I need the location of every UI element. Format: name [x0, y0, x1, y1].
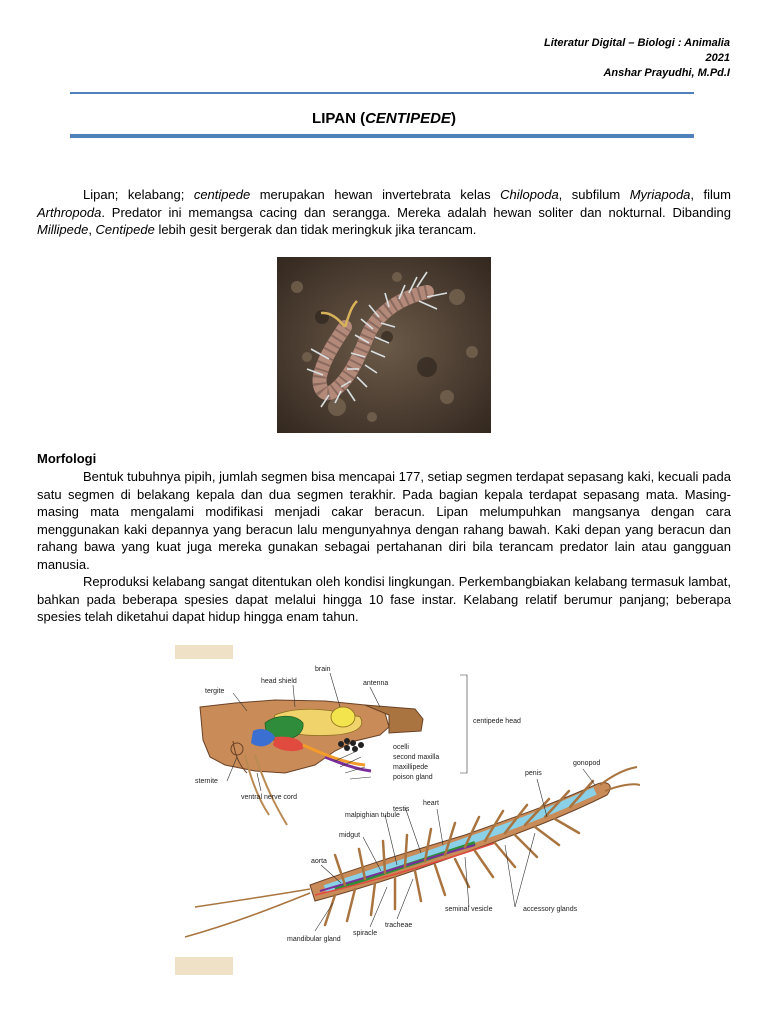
label-antenna: antenna: [363, 680, 389, 687]
label-sternite: sternite: [195, 778, 218, 785]
morfologi-paragraph-2: Reproduksi kelabang sangat ditentukan oleh kondisi lingkungan. Perkembangbiakan kelabang termasuk lambat, bahkan pada beberapa spesies dapat melalui hingga 10 fase instar. Kelabang relatif berumur panjang; beberapa spesies telah diketahui dapat hidup hingga enam tahun.: [37, 574, 731, 624]
label-gonopod: gonopod: [573, 760, 601, 767]
morfologi-paragraph-1: Bentuk tubuhnya pipih, jumlah segmen bisa mencapai 177, setiap segmen terdapat sepasang kaki, kecuali pada satu segmen di belakang kepala dan dua segmen terakhir. Pada bagian kepala terdapat sepasang mata. Masing-masing mata mengalami modifikasi menjadi cakar beracun. Lipan melumpuhkan mangsanya dengan cara menggunakan kaki depannya yang beracun lalu mengunyahnya dengan rahang bawah. Kaki depan yang beracun dan rahang bawa yang kuat juga mereka gunakan sebagai pertahanan diri bila terancam predator lain atau gangguan manusia.: [37, 469, 731, 572]
label-aorta: aorta: [311, 858, 327, 865]
label-seminal-vesicle: seminal vesicle: [445, 906, 493, 913]
label-penis: penis: [525, 770, 542, 777]
label-brain: brain: [315, 666, 331, 673]
title-rule: [70, 134, 694, 138]
diagram-corner-tab-top: [175, 645, 233, 659]
label-accessory-glands: accessory glands: [523, 906, 578, 913]
header-author: Anshar Prayudhi, M.Pd.I: [603, 67, 730, 79]
label-tracheae: tracheae: [385, 922, 413, 929]
label-ocelli: ocelli: [393, 744, 409, 751]
intro-paragraph: Lipan; kelabang; centipede merupakan hewan invertebrata kelas Chilopoda, subfilum Myriapoda, filum Arthropoda. Predator ini memangsa cacing dan serangga. Mereka adalah hewan soliter dan nokturnal. Dibanding Millipede, Centipede lebih gesit bergerak dan tidak meringkuk jika terancam.: [37, 187, 731, 237]
header-year: 2021: [705, 52, 730, 64]
label-centipede-head: centipede head: [473, 718, 521, 725]
label-midgut: midgut: [339, 832, 361, 839]
centipede-photo: [277, 257, 491, 433]
document-header: [544, 36, 730, 81]
label-poison-gland: poison gland: [393, 774, 433, 781]
label-mandibular-gland: mandibular gland: [287, 936, 341, 943]
label-ventral-nerve-cord: ventral nerve cord: [241, 794, 298, 801]
label-tergite: tergite: [205, 688, 225, 695]
header-source: Literatur Digital – Biologi : Animalia: [543, 37, 730, 49]
label-maxillipede: maxillipede: [393, 764, 429, 771]
diagram-corner-tab-bottom: [175, 957, 233, 975]
centipede-anatomy-diagram: [175, 645, 640, 975]
section-heading-morfologi: Morfologi: [37, 451, 97, 466]
label-heart: heart: [423, 800, 439, 807]
top-rule: [70, 92, 694, 94]
label-malpighian-tubule: malpighian tubule: [345, 812, 400, 819]
page-title: LIPAN (CENTIPEDE): [312, 110, 456, 127]
label-spiracle: spiracle: [353, 930, 378, 937]
label-testis: testis: [393, 806, 410, 813]
label-second-maxilla: second maxilla: [393, 754, 440, 761]
label-head-shield: head shield: [261, 678, 297, 685]
morfologi-paragraphs: [37, 468, 731, 626]
